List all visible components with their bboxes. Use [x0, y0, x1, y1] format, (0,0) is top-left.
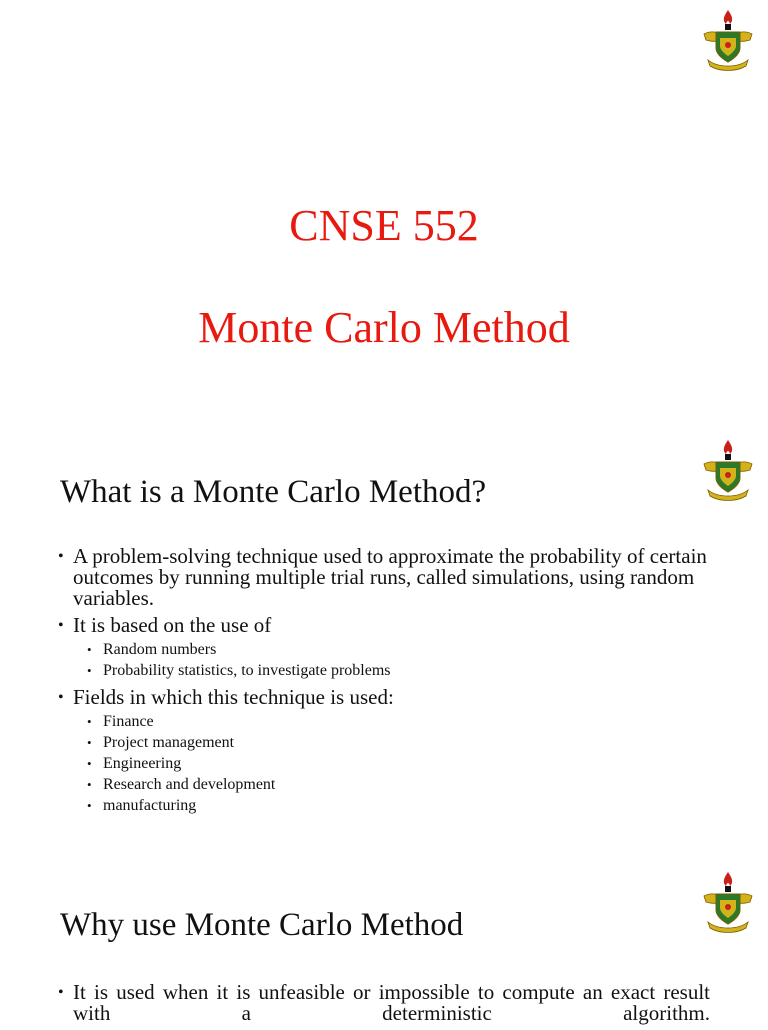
definition-slide [0, 430, 768, 862]
sub-bullet-item: • Research and development [73, 774, 710, 795]
bullet-item: • A problem-solving technique used to approximate the probability of certain outcomes by running multiple trial runs, called simulations, using random variables. [58, 546, 710, 609]
bullet-item: • It is based on the use of • Random numbers • Probability statistics, to investigate problems [58, 615, 710, 681]
slide-body [58, 982, 710, 1030]
slide-heading: What is a Monte Carlo Method? [60, 474, 487, 510]
sub-bullet-item: • Finance [73, 711, 710, 732]
sub-bullet-item: • Project management [73, 732, 710, 753]
course-code: CNSE 552 [289, 201, 479, 250]
sub-bullet-item: • Probability statistics, to investigate problems [73, 660, 710, 681]
sub-bullet-item: • manufacturing [73, 795, 710, 816]
university-crest-icon [702, 870, 754, 936]
university-crest-icon [702, 438, 754, 504]
slide-body [58, 546, 710, 822]
university-crest-icon [702, 8, 754, 74]
bullet-item: • It is used when it is unfeasible or impossible to compute an exact result with a deterministic algorithm. [58, 982, 710, 1024]
title-slide [0, 0, 768, 430]
bullet-item: • Fields in which this technique is used: • Finance • Project management • Engineering • Research and development • manufacturing [58, 687, 710, 816]
sub-bullet-item: • Random numbers [73, 639, 710, 660]
why-use-slide [0, 862, 768, 1024]
course-title: Monte Carlo Method [198, 303, 570, 352]
sub-bullet-item: • Engineering [73, 753, 710, 774]
slide-heading: Why use Monte Carlo Method [60, 907, 464, 943]
